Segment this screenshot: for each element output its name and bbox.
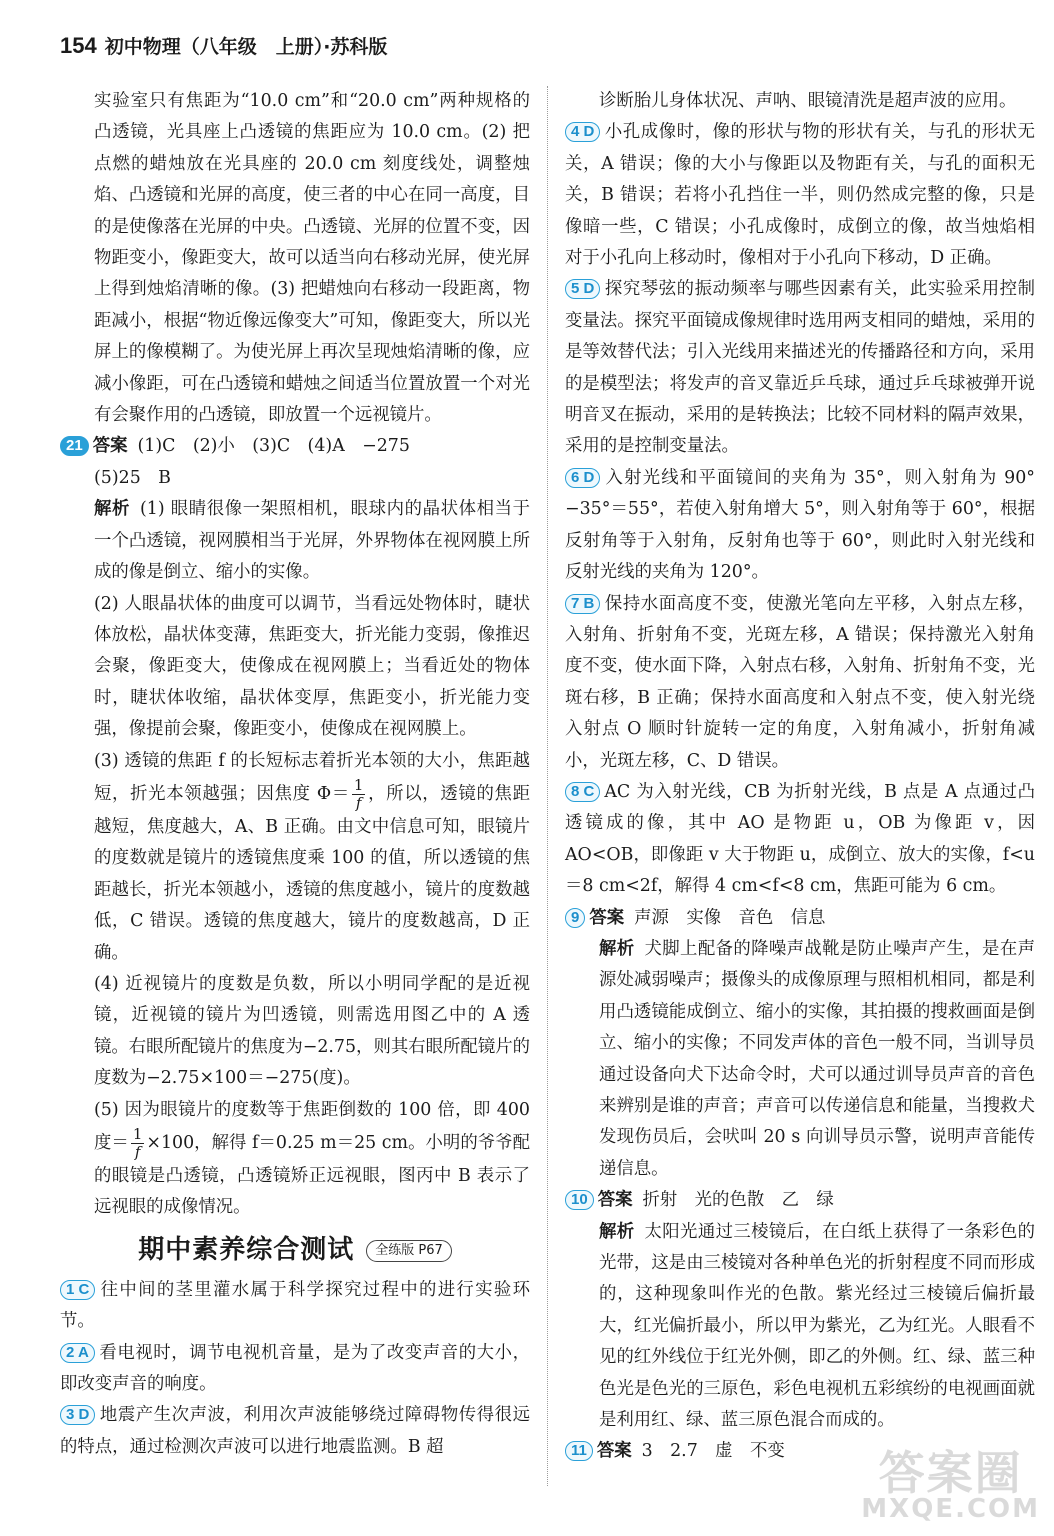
- question-number: 21: [60, 436, 89, 456]
- question-text: 小孔成像时，像的形状与物的形状有关，与孔的形状无关，A 错误；像的大小与像距以及物距有关，与孔的面积无关，B 错误；若将小孔挡住一半，则仍然成完整的像，只是像暗一些，C 错误；小孔成像时，成倒立的像，故当烛焰相对于小孔向上移动时，像相对于小孔向下移动，D 正确。: [565, 122, 1035, 269]
- analysis-p3-b: ，所以，透镜的焦距越短，焦度越大，A、B 正确。由文中信息可知，眼镜片的度数就是镜片的透镜焦度乘 100 的值，所以透镜的焦距越长，折光本领越小，透镜的焦度越小，镜片的度数越低，C 错误。透镜的焦度越大，镜片的度数越高，D 正确。: [94, 783, 530, 963]
- answer-text: 3 2.7 虚 不变: [641, 1441, 785, 1462]
- fraction: [352, 777, 366, 812]
- answer-label: 答案: [92, 436, 128, 457]
- fraction-numerator: 1: [353, 775, 364, 794]
- question-number: 7 B: [565, 594, 600, 614]
- fraction-denominator: f: [355, 793, 362, 812]
- question-number: 9: [565, 908, 585, 928]
- left-column: [60, 86, 530, 1463]
- question-number: 2 A: [60, 1343, 95, 1363]
- column-divider: [547, 86, 548, 1486]
- watermark-line2: MXQE.COM: [861, 1494, 1040, 1524]
- question-text: 入射光线和平面镜间的夹角为 35°，则入射角为 90°−35°＝55°，若使入射角增大 5°，则入射角等于 60°，根据反射角等于入射角，反射角也等于 60°，则此时入射光线和反射光线的夹角为 120°。: [565, 467, 1035, 583]
- analysis-p5-b: ×100，解得 f＝0.25 m＝25 cm。小明的爷爷配的眼镜是凸透镜，凸透镜矫正远视眼，图丙中 B 表示了远视眼的成像情况。: [94, 1133, 530, 1218]
- question-number: 10: [565, 1190, 594, 1210]
- analysis-p5-a: (5) 因为眼镜片的度数等于焦距倒数的 100 倍，即 400 度＝: [94, 1099, 530, 1153]
- fraction: [131, 1126, 145, 1161]
- question-number: 1 C: [60, 1280, 95, 1300]
- analysis-text: 太阳光通过三棱镜后，在白纸上获得了一条彩色的光带，这是由三棱镜对各种单色光的折射程度不同而形成的，这种现象叫作光的色散。紫光经过三棱镜后偏折最大，红光偏折最小，所以甲为紫光，乙为红光。人眼看不见的红外线位于红光外侧，即乙的外侧。红、绿、蓝三种色光是色光的三原色，彩色电视机五彩缤纷的电视画面就是利用红、绿、蓝三原色混合而成的。: [599, 1221, 1035, 1431]
- right-column: [565, 86, 1035, 1468]
- question-1: [60, 1275, 530, 1338]
- question-7: [565, 589, 1035, 777]
- section-title: 期中素养综合测试: [138, 1234, 355, 1265]
- analysis-label: 解析: [94, 499, 130, 520]
- fraction-numerator: 1: [132, 1125, 143, 1143]
- analysis-text: 犬脚上配备的降噪声战靴是防止噪声产生，是在声源处减弱噪声；摄像头的成像原理与照相机相同，都是利用凸透镜能成倒立、缩小的实像，其拍摄的搜救画面是倒立、缩小的实像；不同发声体的音色一般不同，当训导员通过设备向犬下达命令时，犬可以通过训导员声音的音色来辨别是谁的声音；声音可以传递信息和能量，当搜救犬发现伤员后，会吠叫 20 s 向训导员示警，说明声音能传递信息。: [599, 938, 1035, 1179]
- answer-text: 声源 实像 音色 信息: [634, 907, 826, 928]
- question-text: 保持水面高度不变，使激光笔向左平移，入射点左移，入射角、折射角不变，光斑左移，A 错误；保持激光入射角度不变，使水面下降，入射点右移，入射角、折射角不变，光斑右移，B 正确；保持水面高度和入射点不变，使入射光绕入射点 O 顺时针旋转一定的角度，入射角减小，折射角减小，光斑左移，C、D 错误。: [565, 593, 1035, 771]
- analysis-p3-a: (3) 透镜的焦距 f 的长短标志着折光本领的大小，焦距越短，折光本领越强；因焦度 Φ＝: [94, 750, 530, 804]
- question-number: 5 D: [565, 279, 600, 299]
- question-number: 3 D: [60, 1405, 95, 1425]
- question-4: [565, 117, 1035, 274]
- book-title: 初中物理（八年级 上册）·苏科版: [104, 36, 388, 58]
- continued-paragraph: 实验室只有焦距为“10.0 cm”和“20.0 cm”两种规格的凸透镜，光具座上凸透镜的焦距应为 10.0 cm。(2) 把点燃的蜡烛放在光具座的 20.0 cm 刻度线处，调整烛焰、凸透镜和光屏的高度，使三者的中心在同一高度，目的是使像落在光屏的中央。凸透镜、光屏的位置不变，因物距变小，像距变大，故可以适当向右移动光屏，使光屏上得到烛焰清晰的像。(3) 把蜡烛向右移动一段距离，物距减小，根据“物近像远像变大”可知，像距变大，所以光屏上的像模糊了。为使光屏上再次呈现烛焰清晰的像，应减小像距，可在凸透镜和蜡烛之间适当位置放置一个对光有会聚作用的凸透镜，即放置一个远视镜片。: [94, 91, 530, 426]
- question-21: [60, 431, 530, 1223]
- question-number: 6 D: [565, 468, 600, 488]
- question-number: 11: [565, 1441, 593, 1461]
- question-8: [565, 777, 1035, 903]
- analysis-p5: [60, 1095, 530, 1224]
- continued-paragraph: 诊断胎儿身体状况、声呐、眼镜清洗是超声波的应用。: [599, 91, 1017, 111]
- analysis-p3: [60, 746, 530, 969]
- watermark-line1: 答案圈: [878, 1446, 1023, 1500]
- question-number: 8 C: [565, 782, 600, 802]
- question-text: 往中间的茎里灌水属于科学探究过程中的进行实验环节。: [60, 1279, 530, 1332]
- fraction-denominator: f: [134, 1143, 141, 1161]
- analysis-label: 解析: [599, 1221, 635, 1242]
- question-6: [565, 463, 1035, 589]
- question-5: [565, 274, 1035, 462]
- page-header: [60, 32, 387, 66]
- question-3: [60, 1400, 530, 1463]
- site-watermark: [861, 1446, 1040, 1524]
- analysis-p4: (4) 近视镜片的度数是负数，所以小明同学配的是近视镜，近视镜的镜片为凹透镜，则需选用图乙中的 A 透镜。右眼所配镜片的焦度为−2.75，则其右眼所配镜片的度数为−2.75×100＝−275(度)。: [94, 973, 530, 1089]
- section-heading: [60, 1230, 530, 1273]
- question-text: 探究琴弦的振动频率与哪些因素有关，此实验采用控制变量法。探究平面镜成像规律时选用两支相同的蜡烛，采用的是等效替代法；引入光线用来描述光的传播路径和方向，采用的是模型法；将发声的音叉靠近乒乓球，通过乒乓球被弹开说明音叉在振动，采用的是转换法；比较不同材料的隔声效果，采用的是控制变量法。: [565, 279, 1035, 457]
- analysis-p2: (2) 人眼晶状体的曲度可以调节，当看远处物体时，睫状体放松，晶状体变薄，焦距变大，折光能力变弱，像推迟会聚，像距变大，使像成在视网膜上；当看近处的物体时，睫状体收缩，晶状体变厚，焦距变小，折光能力变强，像提前会聚，像距变小，使像成在视网膜上。: [94, 593, 530, 740]
- question-text: 地震产生次声波，利用次声波能够绕过障碍物传得很远的特点，通过检测次声波可以进行地震监测。B 超: [60, 1405, 530, 1457]
- question-text: 看电视时，调节电视机音量，是为了改变声音的大小，即改变声音的响度。: [60, 1342, 530, 1395]
- answer-label: 答案: [597, 1190, 633, 1211]
- answer-label: 答案: [589, 907, 625, 928]
- answer-text: (1)C (2)小 (3)C (4)A −275: [137, 436, 410, 457]
- question-10: [565, 1185, 1035, 1436]
- answer-text: 折射 光的色散 乙 绿: [642, 1190, 834, 1211]
- question-number: 4 D: [565, 122, 600, 142]
- question-text: AC 为入射光线，CB 为折射光线，B 点是 A 点通过凸透镜成的像，其中 AO 是物距 u，OB 为像距 v，因 AO<OB，即像距 v 大于物距 u，成倒立、放大的实像，f<u＝8 cm<2f，解得 4 cm<f<8 cm，焦距可能为 6 cm。: [565, 781, 1035, 897]
- answer-label: 答案: [596, 1441, 632, 1462]
- page-number: 154: [60, 33, 97, 58]
- question-9: [565, 903, 1035, 1186]
- answer-text-cont: (5)25 B: [94, 467, 171, 488]
- question-2: [60, 1338, 530, 1401]
- analysis-label: 解析: [599, 938, 635, 959]
- analysis-p1: (1) 眼睛很像一架照相机，眼球内的晶状体相当于一个凸透镜，视网膜相当于光屏，外界物体在视网膜上所成的像是倒立、缩小的实像。: [94, 499, 530, 583]
- section-badge: 全练版 P67: [366, 1240, 452, 1262]
